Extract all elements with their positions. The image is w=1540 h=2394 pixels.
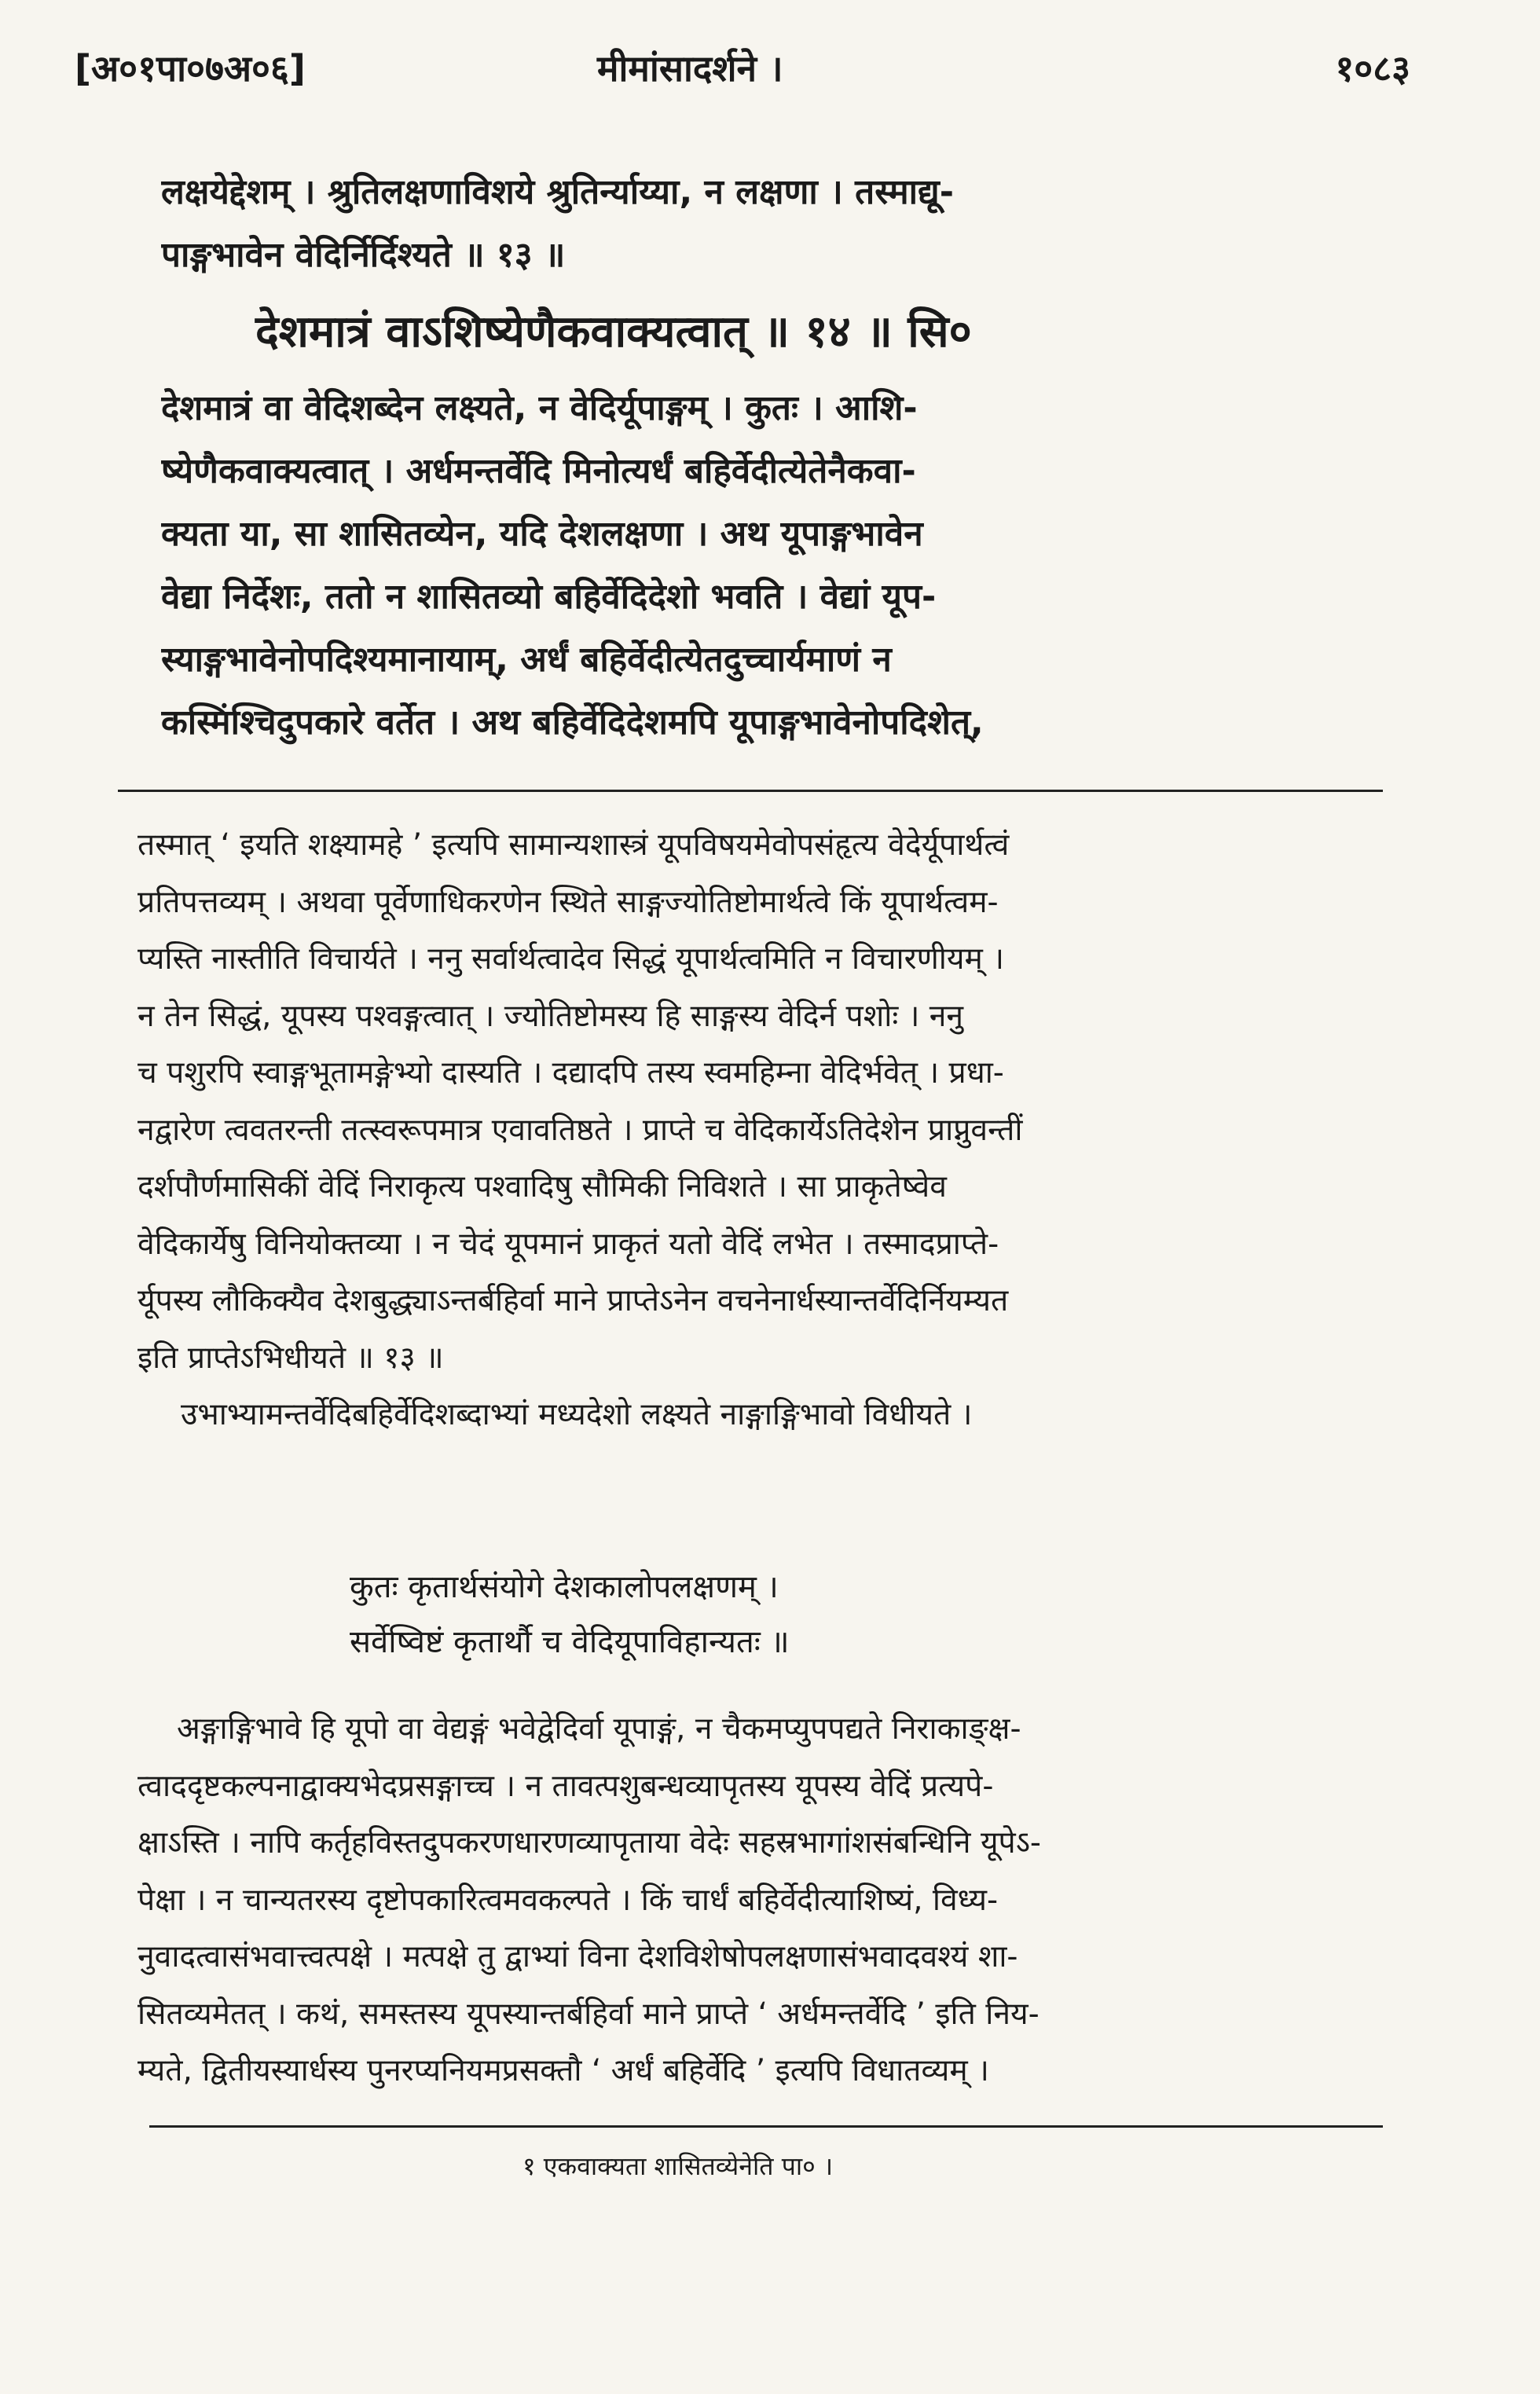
header-title: मीमांसादर्शने । xyxy=(597,47,783,90)
sutra-block xyxy=(255,297,1371,368)
text-line: सितव्यमेतत् । कथं, समस्तस्य यूपस्यान्तर्बहिर्वा माने प्राप्ते ‘ अर्धमन्तर्वेदि ’ इति निय- xyxy=(138,1996,1040,2032)
verse-line: सर्वेष्विष्टं कृतार्थौ च वेदियूपाविहान्यतः ॥ xyxy=(350,1624,790,1660)
verse-line: कुतः कृतार्थसंयोगे देशकालोपलक्षणम् । xyxy=(350,1569,779,1605)
text-line: दर्शपौर्णमासिकीं वेदिं निराकृत्य पश्वादिषु सौमिकी निविशते । सा प्राकृतेष्वेव xyxy=(138,1169,947,1204)
text-line: ष्येणैकवाक्यत्वात् । अर्धमन्तर्वेदि मिनोत्यर्धं बहिर्वेदीत्येतेनैकवा- xyxy=(161,451,916,491)
text-line: क्यता या, सा शासितव्येन, यदि देशलक्षणा । अथ यूपाङ्गभावेन xyxy=(161,514,923,554)
text-line: र्यूपस्य लौकिक्यैव देशबुद्ध्याऽन्तर्बहिर्वा माने प्राप्तेऽनेन वचनेनार्धस्यान्तर्वेदिर्नियम्यत xyxy=(138,1283,1009,1318)
text-line: उभाभ्यामन्तर्वेदिबहिर्वेदिशब्दाभ्यां मध्यदेशो लक्ष्यते नाङ्गाङ्गिभावो विधीयते । xyxy=(181,1397,973,1432)
text-line: वेदिकार्येषु विनियोक्तव्या । न चेदं यूपमानं प्राकृतं यतो वेदिं लभेत । तस्मादप्राप्ते- xyxy=(138,1226,999,1262)
text-line: नुवादत्वासंभवात्त्वत्पक्षे । मत्पक्षे तु द्वाभ्यां विना देशविशेषोपलक्षणासंभवादवश्यं शा- xyxy=(138,1939,1018,1974)
page-number: १०८३ xyxy=(1335,47,1410,90)
bhashya-paragraph xyxy=(161,377,1387,754)
text-line: म्यते, द्वितीयस्यार्धस्य पुनरप्यनियमप्रसक्तौ ‘ अर्धं बहिर्वेदि ’ इत्यपि विधातव्यम् । xyxy=(138,2053,989,2088)
commentary-block xyxy=(138,817,1379,1444)
sutra-heading: देशमात्रं वाऽशिष्येणैकवाक्यत्वात् ॥ १४ ॥ सि० xyxy=(255,306,972,357)
footnote-divider xyxy=(149,2125,1383,2128)
section-divider xyxy=(118,790,1383,792)
text-line: पेक्षा । न चान्यतरस्य दृष्टोपकारित्वमवकल्पते । किं चार्धं बहिर्वेदीत्याशिष्यं, विध्य- xyxy=(138,1882,999,1918)
footnote: १ एकवाक्यता शासितव्येनेति पा० । xyxy=(522,2151,834,2181)
text-line: इति प्राप्तेऽभिधीयते ॥ १३ ॥ xyxy=(138,1340,444,1376)
text-line: न तेन सिद्धं, यूपस्य पश्वङ्गत्वात् । ज्योतिष्टोमस्य हि साङ्गस्य वेदिर्न पशोः । ननु xyxy=(138,998,964,1034)
text-line: लक्षयेद्देशम् । श्रुतिलक्षणाविशये श्रुतिर्न्याय्या, न लक्षणा । तस्माद्यू- xyxy=(161,172,955,212)
text-line: प्रतिपत्तव्यम् । अथवा पूर्वेणाधिकरणेन स्थिते साङ्गज्योतिष्टोमार्थत्वे किं यूपार्थत्वम- xyxy=(138,884,999,920)
text-line: कस्मिंश्चिदुपकारे वर्तेत । अथ बहिर्वेदिदेशमपि यूपाङ्गभावेनोपदिशेत्, xyxy=(161,702,984,742)
text-line: पाङ्गभावेन वेदिर्निर्दिश्यते ॥ १३ ॥ xyxy=(161,235,566,275)
opening-paragraph xyxy=(161,161,1387,287)
text-line: वेद्या निर्देशः, ततो न शासितव्यो बहिर्वेदिदेशो भवति । वेद्यां यूप- xyxy=(161,577,937,617)
text-line: तस्मात् ‘ इयति शक्ष्यामहे ’ इत्यपि सामान्यशास्त्रं यूपविषयमेवोपसंहृत्य वेदेर्यूपार्थत्वं xyxy=(138,827,1010,863)
text-line: स्याङ्गभावेनोपदिश्यमानायाम्, अर्धं बहिर्वेदीत्येतदुच्चार्यमाणं न xyxy=(161,640,892,680)
closing-commentary xyxy=(138,1701,1379,2100)
text-line: क्षाऽस्ति । नापि कर्तृहविस्तदुपकरणधारणव्यापृताया वेदेः सहस्रभागांशसंबन्धिनि यूपेऽ- xyxy=(138,1825,1041,1861)
text-line: अङ्गाङ्गिभावे हि यूपो वा वेद्यङ्गं भवेद्वेदिर्वा यूपाङ्गं, न चैकमप्युपपद्यते निराकाङ्क्ष- xyxy=(177,1711,1021,1747)
text-line: च पशुरपि स्वाङ्गभूतामङ्गेभ्यो दास्यति । दद्यादपि तस्य स्वमहिम्ना वेदिर्भवेत् । प्रधा- xyxy=(138,1055,1004,1091)
verse-block xyxy=(350,1560,1371,1670)
text-line: नद्वारेण त्ववतरन्ती तत्स्वरूपमात्र एवावतिष्ठते । प्राप्ते च वेदिकार्येऽतिदेशेन प्राप्नुवन्तीं xyxy=(138,1112,1023,1148)
text-line: देशमात्रं वा वेदिशब्देन लक्ष्यते, न वेदिर्यूपाङ्गम् । कुतः । आशि- xyxy=(161,388,918,428)
text-line: प्यस्ति नास्तीति विचार्यते । ननु सर्वार्थत्वादेव सिद्धं यूपार्थत्वमिति न विचारणीयम् । xyxy=(138,941,1005,977)
header-reference: [अ०१पा०७अ०६] xyxy=(75,47,306,90)
text-line: त्वाददृष्टकल्पनाद्वाक्यभेदप्रसङ्गाच्च । न तावत्पशुबन्धव्यापृतस्य यूपस्य वेदिं प्रत्यपे- xyxy=(138,1768,994,1804)
